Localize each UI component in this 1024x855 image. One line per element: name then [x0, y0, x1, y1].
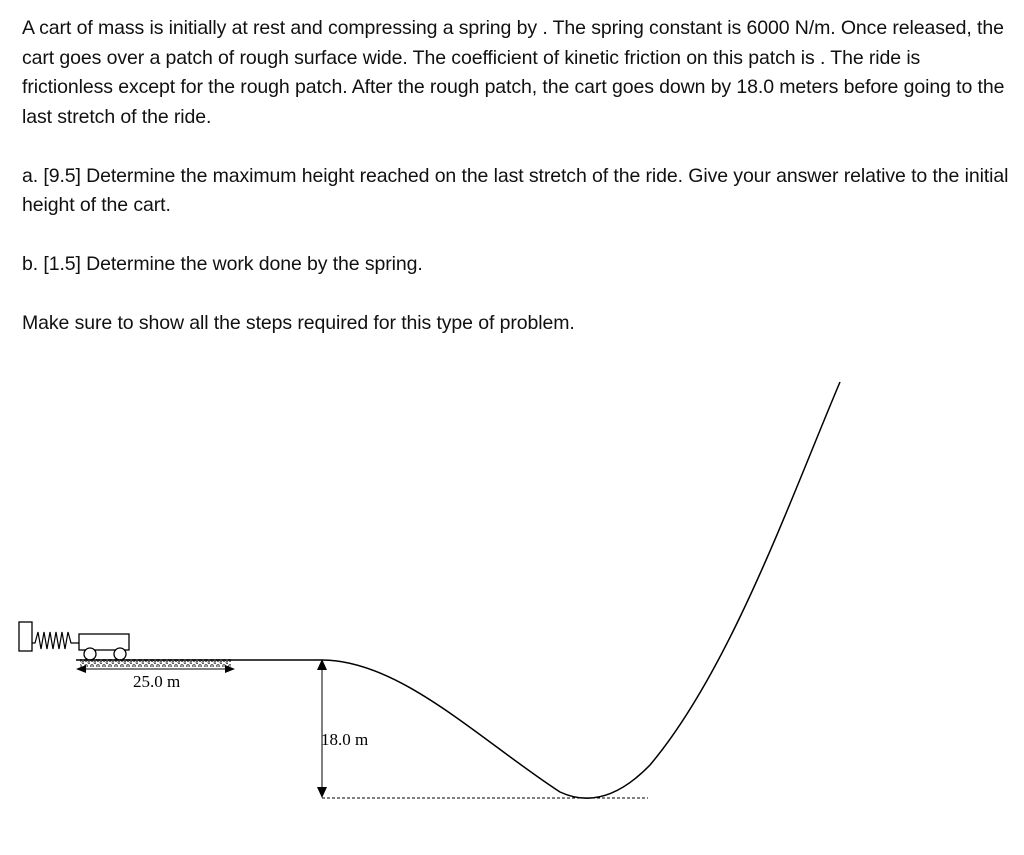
problem-intro: A cart of mass is initially at rest and compressing a spring by . The spring constant is 6000 N/m. Once released, the cart goes over a patch of rough surface wide. The coefficient of kinetic friction on this patch is . The ride is frictionless except for the rough patch. After the rough patch, the cart goes down by 18.0 meters before going to the last stretch of the ride.: [22, 17, 1005, 128]
drop-height-dimension-arrow: [317, 659, 327, 798]
rough-patch-width-label: 25.0 m: [133, 672, 181, 691]
cart-icon: [79, 634, 129, 660]
problem-statement: [22, 14, 1012, 368]
wall: [19, 622, 32, 651]
drop-height-label: 18.0 m: [321, 730, 369, 749]
problem-note: Make sure to show all the steps required for this type of problem.: [22, 312, 575, 334]
problem-part-a: a. [9.5] Determine the maximum height reached on the last stretch of the ride. Give your answer relative to the initial height of the cart.: [22, 164, 1009, 216]
spring-icon: [32, 632, 79, 649]
roller-coaster-diagram: [0, 370, 1024, 855]
problem-part-b: b. [1.5] Determine the work done by the spring.: [22, 253, 423, 275]
track: [76, 382, 840, 798]
